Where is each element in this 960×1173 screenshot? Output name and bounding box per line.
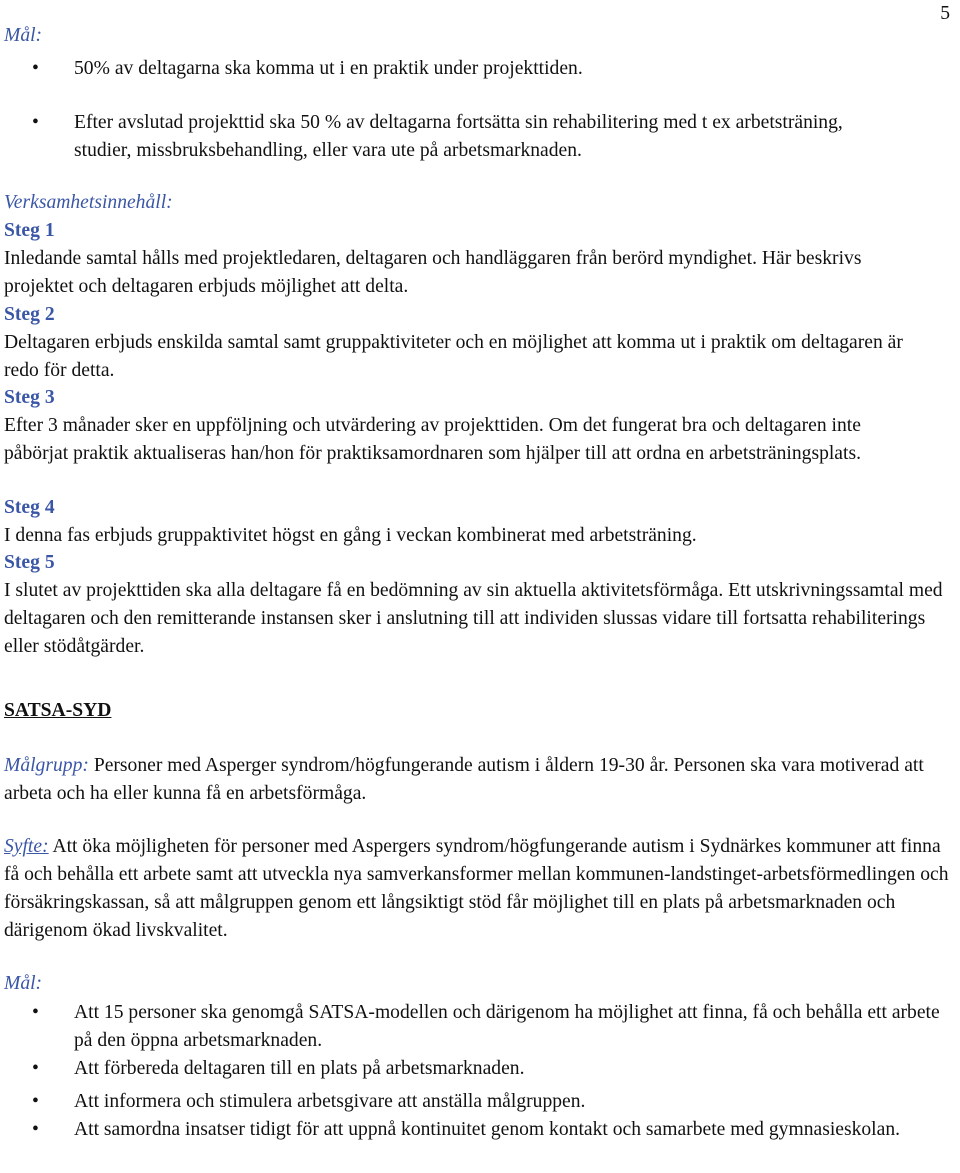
step-4 bbox=[4, 494, 952, 550]
goal-item bbox=[32, 1116, 934, 1144]
step-text: Inledande samtal hålls med projektledaren, deltagaren och handläggaren från berörd myndighet. Här beskrivs projektet och deltagaren erbjuds möjlighet att delta. bbox=[4, 248, 862, 297]
goal-text: Att informera och stimulera arbetsgivare att anställa målgruppen. bbox=[74, 1091, 586, 1112]
mal-label: Mål: bbox=[4, 25, 43, 46]
page-number: 5 bbox=[940, 3, 950, 24]
bullet-icon: • bbox=[32, 1119, 39, 1140]
goals-heading-1 bbox=[4, 22, 952, 50]
step-text: I denna fas erbjuds gruppaktivitet högst en gång i veckan kombinerat med arbetsträning. bbox=[4, 525, 697, 546]
bullet-icon: • bbox=[32, 58, 39, 79]
goal-item bbox=[32, 109, 894, 165]
step-1 bbox=[4, 217, 952, 301]
purpose bbox=[4, 833, 952, 945]
goal-text: Att förbereda deltagaren till en plats på arbetsmarknaden. bbox=[74, 1058, 525, 1079]
goal-text: Att samordna insatser tidigt för att uppnå kontinuitet genom kontakt och samarbete med gymnasieskolan. bbox=[74, 1119, 901, 1140]
section-title bbox=[4, 697, 952, 725]
goals-heading-2 bbox=[4, 970, 952, 998]
step-3 bbox=[4, 384, 952, 468]
bullet-icon: • bbox=[32, 1002, 39, 1023]
step-text: Deltagaren erbjuds enskilda samtal samt gruppaktiviteter och en möjlighet att komma ut i praktik om deltagaren är redo för detta. bbox=[4, 332, 903, 381]
goal-text: Att 15 personer ska genomgå SATSA-modellen och därigenom ha möjlighet att finna, få och behålla ett arbete på den öppna arbetsmarknaden. bbox=[74, 1002, 940, 1051]
mal-label: Mål: bbox=[4, 973, 43, 994]
syfte-label: Syfte: bbox=[4, 836, 49, 857]
goal-item bbox=[32, 999, 954, 1055]
bullet-icon: • bbox=[32, 1091, 39, 1112]
goal-item bbox=[32, 1088, 954, 1116]
bullet-icon: • bbox=[32, 1058, 39, 1079]
activity-heading bbox=[4, 189, 952, 217]
malgrupp-label: Målgrupp: bbox=[4, 755, 89, 776]
step-2 bbox=[4, 301, 952, 385]
goal-item bbox=[32, 1055, 954, 1083]
step-label: Steg 3 bbox=[4, 387, 55, 408]
bullet-icon: • bbox=[32, 112, 39, 133]
step-label: Steg 1 bbox=[4, 220, 55, 241]
syfte-text: Att öka möjligheten för personer med Aspergers syndrom/högfungerande autism i Sydnärkes kommuner att finna få och behålla ett arbete samt att utveckla nya samverkansformer mellan kommunen-landstinget-arbetsförmedlingen och försäkringskassan, så att målgruppen genom ett långsiktigt stöd får möjlighet till en plats på arbetsmarknaden och därigenom ökad livskvalitet. bbox=[4, 836, 949, 941]
step-label: Steg 5 bbox=[4, 552, 55, 573]
step-5 bbox=[4, 549, 952, 661]
goal-text: Efter avslutad projekttid ska 50 % av deltagarna fortsätta sin rehabilitering med t ex arbetsträning, studier, missbruksbehandling, eller vara ute på arbetsmarknaden. bbox=[74, 112, 843, 161]
goal-text: 50% av deltagarna ska komma ut i en praktik under projekttiden. bbox=[74, 58, 583, 79]
target-group bbox=[4, 752, 952, 808]
step-label: Steg 4 bbox=[4, 497, 55, 518]
section-title-text: SATSA-SYD bbox=[4, 700, 112, 721]
goal-item bbox=[32, 55, 954, 83]
step-label: Steg 2 bbox=[4, 304, 55, 325]
malgrupp-text: Personer med Asperger syndrom/högfungerande autism i åldern 19-30 år. Personen ska vara motiverad att arbeta och ha eller kunna få en arbetsförmåga. bbox=[4, 755, 924, 804]
step-text: Efter 3 månader sker en uppföljning och utvärdering av projekttiden. Om det fungerat bra och deltagaren inte påbörjat praktik aktualiseras han/hon för praktiksamordnaren som hjälper till att ordna en arbetsträningsplats. bbox=[4, 415, 861, 464]
verksamhet-label: Verksamhetsinnehåll: bbox=[4, 192, 173, 213]
step-text: I slutet av projekttiden ska alla deltagare få en bedömning av sin aktuella aktivitetsförmåga. Ett utskrivningssamtal med deltagaren och den remitterande instansen sker i anslutning till att individen slussas vidare till fortsatta rehabiliterings eller stödåtgärder. bbox=[4, 580, 943, 657]
